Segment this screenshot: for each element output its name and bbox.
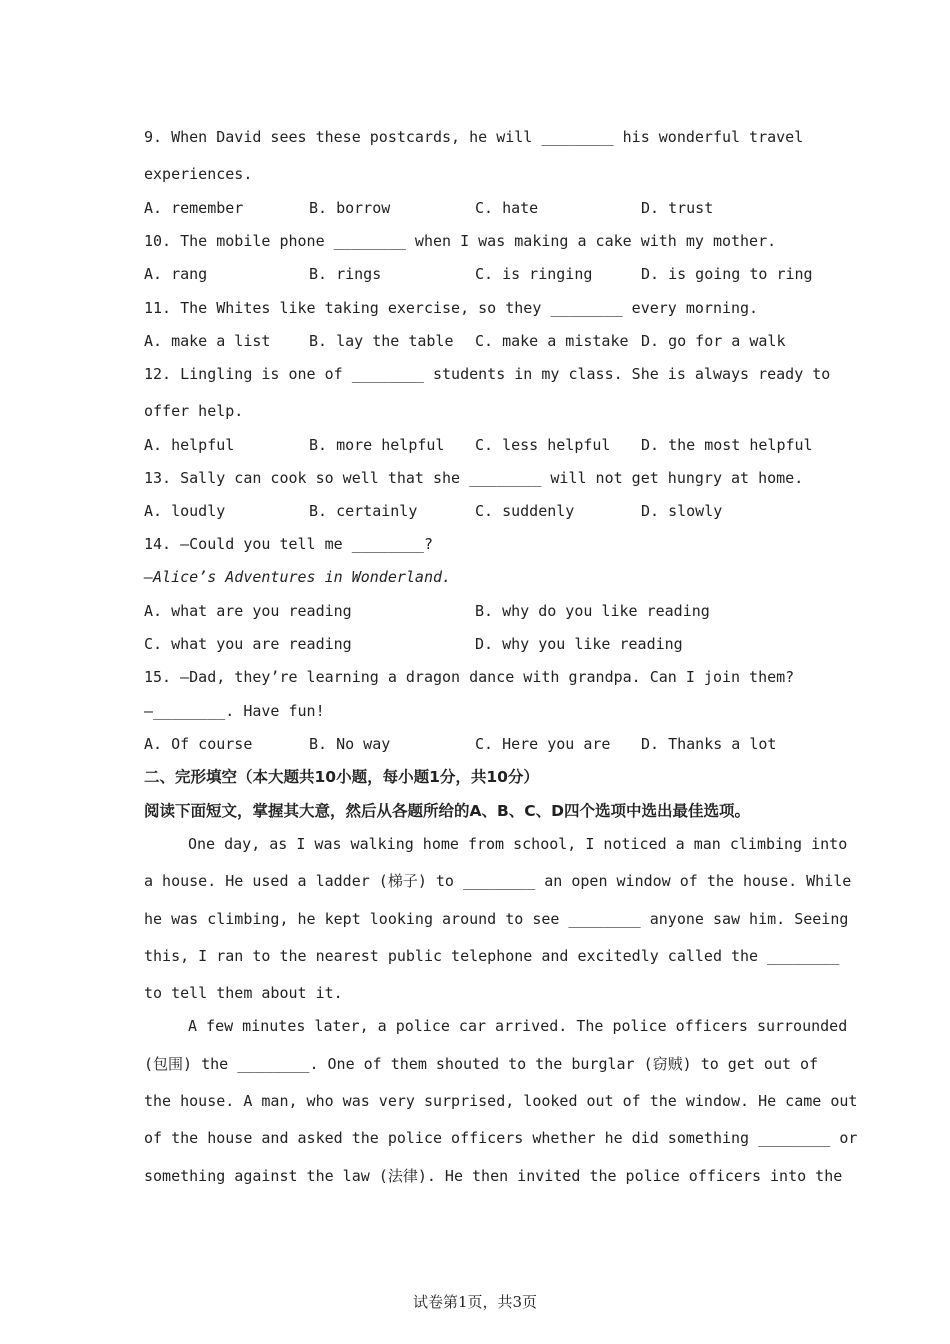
question-15-stem-line-1: 15. —Dad, they’re learning a dragon dance with grandpa. Can I join them? — [144, 668, 795, 686]
question-10-option-d: D. is going to ring — [641, 265, 813, 283]
question-15-stem-line-2: —________. Have fun! — [144, 702, 325, 720]
passage-p2-line-5: something against the law (法律). He then invited the police officers into the — [144, 1167, 843, 1185]
passage-p1-line-1: One day, as I was walking home from school, I noticed a man climbing into — [188, 835, 848, 853]
question-11-option-b: B. lay the table — [309, 332, 454, 350]
question-12-stem-line-2: offer help. — [144, 402, 244, 420]
passage-p1-line-2: a house. He used a ladder (梯子) to ________ an open window of the house. While — [144, 872, 852, 890]
question-14-option-a: A. what are you reading — [144, 602, 352, 620]
question-12-stem-line-1: 12. Lingling is one of ________ students in my class. She is always ready to — [144, 365, 831, 383]
question-12-option-b: B. more helpful — [309, 436, 445, 454]
question-9-stem-line-1: 9. When David sees these postcards, he will ________ his wonderful travel — [144, 128, 804, 146]
question-15-option-a: A. Of course — [144, 735, 253, 753]
question-10-stem: 10. The mobile phone ________ when I was making a cake with my mother. — [144, 232, 777, 250]
passage-p1-line-3: he was climbing, he kept looking around to see ________ anyone saw him. Seeing — [144, 910, 849, 928]
question-13-option-a: A. loudly — [144, 502, 226, 520]
question-13-option-d: D. slowly — [641, 502, 723, 520]
question-9-stem-line-2: experiences. — [144, 165, 253, 183]
section-2-instruction: 阅读下面短文，掌握其大意，然后从各题所给的A、B、C、D四个选项中选出最佳选项。 — [144, 802, 751, 820]
section-2-title: 二、完形填空（本大题共10小题，每小题1分，共10分） — [144, 768, 539, 786]
passage-p2-line-2: (包围) the ________. One of them shouted to the burglar (窃贼) to get out of — [144, 1055, 819, 1073]
question-13-stem: 13. Sally can cook so well that she ________ will not get hungry at home. — [144, 469, 804, 487]
passage-p1-line-5: to tell them about it. — [144, 984, 343, 1002]
question-13-option-b: B. certainly — [309, 502, 418, 520]
question-12-option-c: C. less helpful — [475, 436, 611, 454]
question-9-option-c: C. hate — [475, 199, 539, 217]
question-11-option-a: A. make a list — [144, 332, 271, 350]
question-15-option-b: B. No way — [309, 735, 391, 753]
question-14-option-c: C. what you are reading — [144, 635, 352, 653]
question-11-option-c: C. make a mistake — [475, 332, 629, 350]
question-11-stem: 11. The Whites like taking exercise, so they ________ every morning. — [144, 299, 759, 317]
question-14-option-b: B. why do you like reading — [475, 602, 710, 620]
passage-p2-line-1: A few minutes later, a police car arrived. The police officers surrounded — [188, 1017, 848, 1035]
passage-p1-line-4: this, I ran to the nearest public telephone and excitedly called the ________ — [144, 947, 840, 965]
question-10-option-c: C. is ringing — [475, 265, 593, 283]
question-14-answer-line: —Alice’s Adventures in Wonderland. — [144, 568, 452, 586]
question-10-option-b: B. rings — [309, 265, 382, 283]
passage-p2-line-4: of the house and asked the police officers whether he did something ________ or — [144, 1129, 858, 1147]
passage-p2-line-3: the house. A man, who was very surprised, looked out of the window. He came out — [144, 1092, 858, 1110]
question-9-option-a: A. remember — [144, 199, 244, 217]
question-11-option-d: D. go for a walk — [641, 332, 786, 350]
question-12-option-a: A. helpful — [144, 436, 235, 454]
question-9-option-b: B. borrow — [309, 199, 391, 217]
question-12-option-d: D. the most helpful — [641, 436, 813, 454]
page-footer: 试卷第1页，共3页 — [412, 1293, 538, 1311]
question-13-option-c: C. suddenly — [475, 502, 575, 520]
question-15-option-c: C. Here you are — [475, 735, 611, 753]
question-15-option-d: D. Thanks a lot — [641, 735, 777, 753]
question-14-option-d: D. why you like reading — [475, 635, 683, 653]
question-9-option-d: D. trust — [641, 199, 714, 217]
question-10-option-a: A. rang — [144, 265, 208, 283]
question-14-stem: 14. —Could you tell me ________? — [144, 535, 433, 553]
